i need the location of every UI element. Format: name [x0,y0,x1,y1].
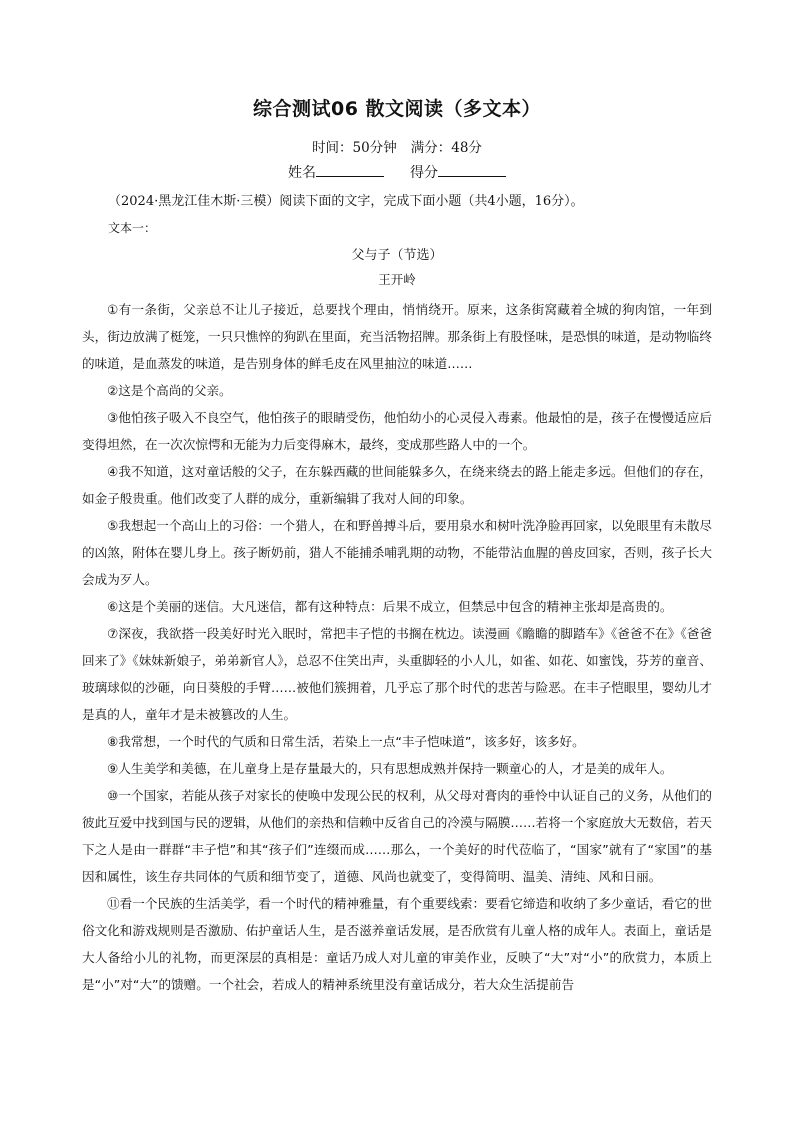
paragraph: ⑤我想起一个高山上的习俗：一个猎人，在和野兽搏斗后，要用泉水和树叶洗净脸再回家，以免眼里有未散尽的凶煞，附体在婴儿身上。孩子断奶前，猎人不能捕杀哺乳期的动物，不能带沾血腥的兽皮回家，否则，孩子长大会成为歹人。 [82,518,712,587]
paragraph: ⑨人生美学和美德，在儿童身上是存量最大的，只有思想成熟并保持一颗童心的人，才是美的成年人。 [107,761,673,776]
grade-blank [438,162,506,177]
paragraph: ⑩一个国家，若能从孩子对家长的使唤中发现公民的权利，从父母对膏肉的垂怜中认证自己的义务，从他们的彼此互爱中找到国与民的逻辑，从他们的亲热和信赖中反省自己的冷漠与隔膜……若将一个家庭放大无数倍，若天下之人是由一群群“丰子恺”和其“孩子们”连缀而成……那么，一个美好的时代莅临了，“国家”就有了“家国”的基因和属性，该生存共同体的气质和细节变了，道德、风尚也就变了，变得简明、温美、清纯、风和日丽。 [82,788,712,884]
page-title: 综合测试06 散文阅读（多文本） [252,98,542,120]
question-intro: （2024·黑龙江佳木斯·三模）阅读下面的文字，完成下面小题（共4小题，16分）。 [108,194,584,209]
paragraph: ①有一条街，父亲总不让儿子接近，总要找个理由，悄悄绕开。原来，这条街窝藏着全城的狗肉馆，一年到头，街边放满了梃笼，一只只憔悴的狗趴在里面，充当活物招牌。那条街上有股怪味，是恐惧的味道，是动物临终的味道，是血蒸发的味道，是告别身体的鲜毛皮在风里抽泣的味道…… [82,302,712,371]
name-score-row [0,162,794,182]
paragraph: ⑧我常想，一个时代的气质和日常生活，若染上一点“丰子恺味道”，该多好，该多好。 [107,734,585,749]
paragraph: ④我不知道，这对童话般的父子，在东躲西藏的世间能躲多久，在绕来绕去的路上能走多远。但他们的存在，如金子般贵重。他们改变了人群的成分，重新编辑了我对人间的印象。 [82,464,712,506]
name-label: 姓名 [288,165,316,181]
time-limit: 时间：50分钟 [312,140,397,156]
grade-label: 得分 [410,165,438,181]
exam-meta [0,136,794,156]
article-title: 父与子（节选） [351,248,443,263]
paragraph: ⑦深夜，我欲搭一段美好时光入眠时，常把丰子恺的书搁在枕边。读漫画《瞻瞻的脚踏车》《爸爸不在》《爸爸回来了》《妹妹新娘子，弟弟新官人》，总忍不住笑出声，头重脚轻的小人儿，如雀、如花、如蜜饯，芬芳的童音、玻璃球似的沙砸，向日葵般的手臂……被他们簇拥着，几乎忘了那个时代的悲苦与险恶。在丰子恺眼里，婴幼儿才是真的人，童年才是未被篡改的人生。 [82,626,712,722]
article-author: 王开岭 [378,272,416,287]
paragraph: ③他怕孩子吸入不良空气，他怕孩子的眼睛受伤，他怕幼小的心灵侵入毒素。他最怕的是，孩子在慢慢适应后变得坦然，在一次次惊愕和无能为力后变得麻木，最终，变成那些路人中的一个。 [82,410,712,452]
paragraph: ⑪看一个民族的生活美学，看一个时代的精神雅量，有个重要线索：要看它缔造和收纳了多少童话，看它的世俗文化和游戏规则是否激励、佑护童话人生，是否滋养童话发展，是否欣赏有儿童人格的成年人。表面上，童话是大人备给小儿的礼物，而更深层的真相是：童话乃成人对儿童的审美作业，反映了“大”对“小”的欣赏力，本质上是“小”对“大”的馈赠。一个社会，若成人的精神系统里没有童话成分，若大众生活提前告 [82,896,712,992]
text-label: 文本一： [108,221,157,235]
name-blank [316,162,384,177]
full-score: 满分：48分 [410,140,482,156]
article-body [82,296,712,998]
paragraph: ②这是个高尚的父亲。 [107,383,232,398]
paragraph: ⑥这是个美丽的迷信。大凡迷信，都有这种特点：后果不成立，但禁忌中包含的精神主张却是高贵的。 [107,599,673,614]
